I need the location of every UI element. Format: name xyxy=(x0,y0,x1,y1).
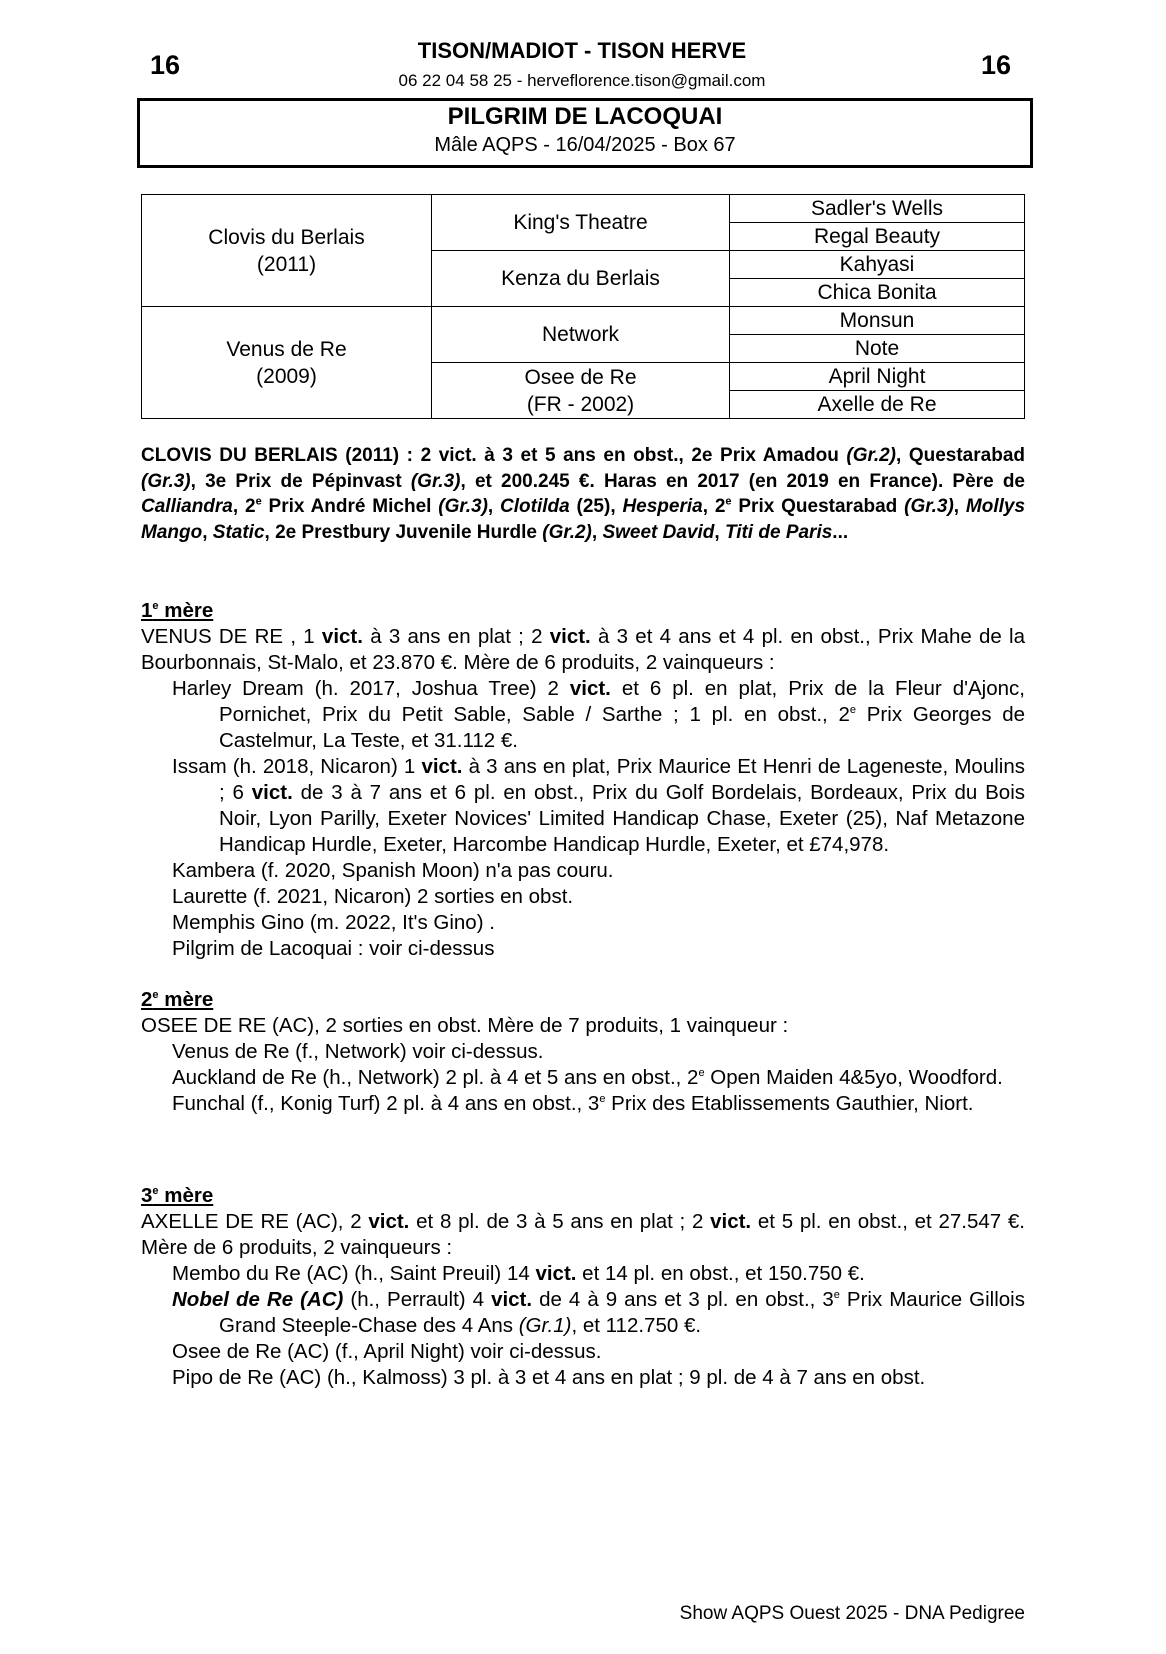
dam-sire-sire-cell: Monsun xyxy=(730,307,1025,335)
produce-venus-de-re: Venus de Re (f., Network) voir ci-dessus. xyxy=(172,1040,544,1063)
produce-pipo-de-re: Pipo de Re (AC) (h., Kalmoss) 3 pl. à 3 et 4 ans en plat ; 9 pl. de 4 à 7 ans en obst. xyxy=(172,1366,926,1389)
pedigree-table xyxy=(141,194,1025,419)
sire-dam-sire-cell: Kahyasi xyxy=(730,251,1025,279)
first-dam-section xyxy=(141,598,1025,962)
produce-memphis-gino: Memphis Gino (m. 2022, It's Gino) . xyxy=(172,911,495,934)
produce-kambera: Kambera (f. 2020, Spanish Moon) n'a pas couru. xyxy=(172,859,614,882)
horse-name: PILGRIM DE LACOQUAI xyxy=(447,103,723,130)
first-dam-heading: 1e mère xyxy=(141,599,214,622)
dam-dam-cell xyxy=(432,363,730,419)
second-dam-intro: OSEE DE RE (AC), 2 sorties en obst. Mère de 7 produits, 1 vainqueur : xyxy=(141,1014,789,1037)
produce-issam: Issam (h. 2018, Nicaron) 1 vict. à 3 ans en plat, Prix Maurice Et Henri de Lageneste, Moulins ; 6 vict. de 3 à 7 ans et 6 pl. en obst., Prix du Golf Bordelais, Bordeaux, Prix du Bois Noir, Lyon Parilly, Exeter Novices' Limited Handicap Chase, Exeter (25), Naf Metazone Handicap Hurdle, Exeter, Harcombe Handicap Hurdle, Exeter, et £74,978. xyxy=(172,755,1025,856)
sire-cell xyxy=(142,195,432,307)
dam-name: Venus de Re xyxy=(226,337,347,361)
sire-dam-dam-cell: Chica Bonita xyxy=(730,279,1025,307)
dam-sire-cell: Network xyxy=(432,307,730,363)
produce-funchal: Funchal (f., Konig Turf) 2 pl. à 4 ans en obst., 3e Prix des Etablissements Gauthier, Niort. xyxy=(172,1092,974,1115)
produce-nobel-de-re: Nobel de Re (AC) (h., Perrault) 4 vict. de 4 à 9 ans et 3 pl. en obst., 3e Prix Maurice Gillois Grand Steeple-Chase des 4 Ans (Gr.1), et 112.750 €. xyxy=(172,1288,1025,1337)
dam-dam-dam-cell: Axelle de Re xyxy=(730,391,1025,419)
horse-details: Mâle AQPS - 16/04/2025 - Box 67 xyxy=(434,134,736,156)
dam-year: (2009) xyxy=(256,364,317,388)
sire-sire-sire-cell: Sadler's Wells xyxy=(730,195,1025,223)
horse-title-box xyxy=(137,98,1033,168)
dam-cell xyxy=(142,307,432,419)
third-dam-intro: AXELLE DE RE (AC), 2 vict. et 8 pl. de 3 à 5 ans en plat ; 2 vict. et 5 pl. en obst., et 27.547 €. Mère de 6 produits, 2 vainqueurs : xyxy=(141,1210,1025,1259)
first-dam-intro: VENUS DE RE , 1 vict. à 3 ans en plat ; 2 vict. à 3 et 4 ans et 4 pl. en obst., Prix Mahe de la Bourbonnais, St-Malo, et 23.870 €. Mère de 6 produits, 2 vainqueurs : xyxy=(141,625,1025,674)
sire-sire-dam-cell: Regal Beauty xyxy=(730,223,1025,251)
vendor-contact: 06 22 04 58 25 - herveflorence.tison@gmail.com xyxy=(398,71,766,90)
sire-dam-cell: Kenza du Berlais xyxy=(432,251,730,307)
dam-sire-dam-cell: Note xyxy=(730,335,1025,363)
lot-number-right: 16 xyxy=(981,50,1012,80)
sire-paragraph: CLOVIS DU BERLAIS (2011) : 2 vict. à 3 et 5 ans en obst., 2e Prix Amadou (Gr.2), Questarabad (Gr.3), 3e Prix de Pépinvast (Gr.3), et 200.245 €. Haras en 2017 (en 2019 en France). Père de Calliandra, 2e Prix André Michel (Gr.3), Clotilda (25), Hesperia, 2e Prix Questarabad (Gr.3), Mollys Mango, Static, 2e Prestbury Juvenile Hurdle (Gr.2), Sweet David, Titi de Paris... xyxy=(141,445,1026,543)
sire-name: Clovis du Berlais xyxy=(208,225,365,249)
dam-dam-sire-cell: April Night xyxy=(730,363,1025,391)
produce-auckland-de-re: Auckland de Re (h., Network) 2 pl. à 4 et 5 ans en obst., 2e Open Maiden 4&5yo, Woodford. xyxy=(172,1066,1003,1089)
dam-dam-origin: (FR - 2002) xyxy=(526,392,635,416)
produce-harley-dream: Harley Dream (h. 2017, Joshua Tree) 2 vict. et 6 pl. en plat, Prix de la Fleur d'Ajonc, Pornichet, Prix du Petit Sable, Sable / Sarthe ; 1 pl. en obst., 2e Prix Georges de Castelmur, La Teste, et 31.112 €. xyxy=(172,677,1025,752)
page-footer: Show AQPS Ouest 2025 - DNA Pedigree xyxy=(679,1603,1025,1624)
third-dam-section xyxy=(141,1183,1025,1391)
lot-number-left: 16 xyxy=(150,50,181,80)
sire-sire-cell: King's Theatre xyxy=(432,195,730,251)
dam-dam-name: Osee de Re xyxy=(524,365,637,389)
second-dam-section xyxy=(141,987,1025,1117)
vendor-name: TISON/MADIOT - TISON HERVE xyxy=(417,38,747,63)
second-dam-heading: 2e mère xyxy=(141,988,214,1011)
produce-osee-de-re: Osee de Re (AC) (f., April Night) voir ci-dessus. xyxy=(172,1340,602,1363)
produce-membo-du-re: Membo du Re (AC) (h., Saint Preuil) 14 vict. et 14 pl. en obst., et 150.750 €. xyxy=(172,1262,865,1285)
produce-pilgrim: Pilgrim de Lacoquai : voir ci-dessus xyxy=(172,937,495,960)
third-dam-heading: 3e mère xyxy=(141,1184,214,1207)
produce-laurette: Laurette (f. 2021, Nicaron) 2 sorties en obst. xyxy=(172,885,574,908)
sire-year: (2011) xyxy=(256,252,317,276)
